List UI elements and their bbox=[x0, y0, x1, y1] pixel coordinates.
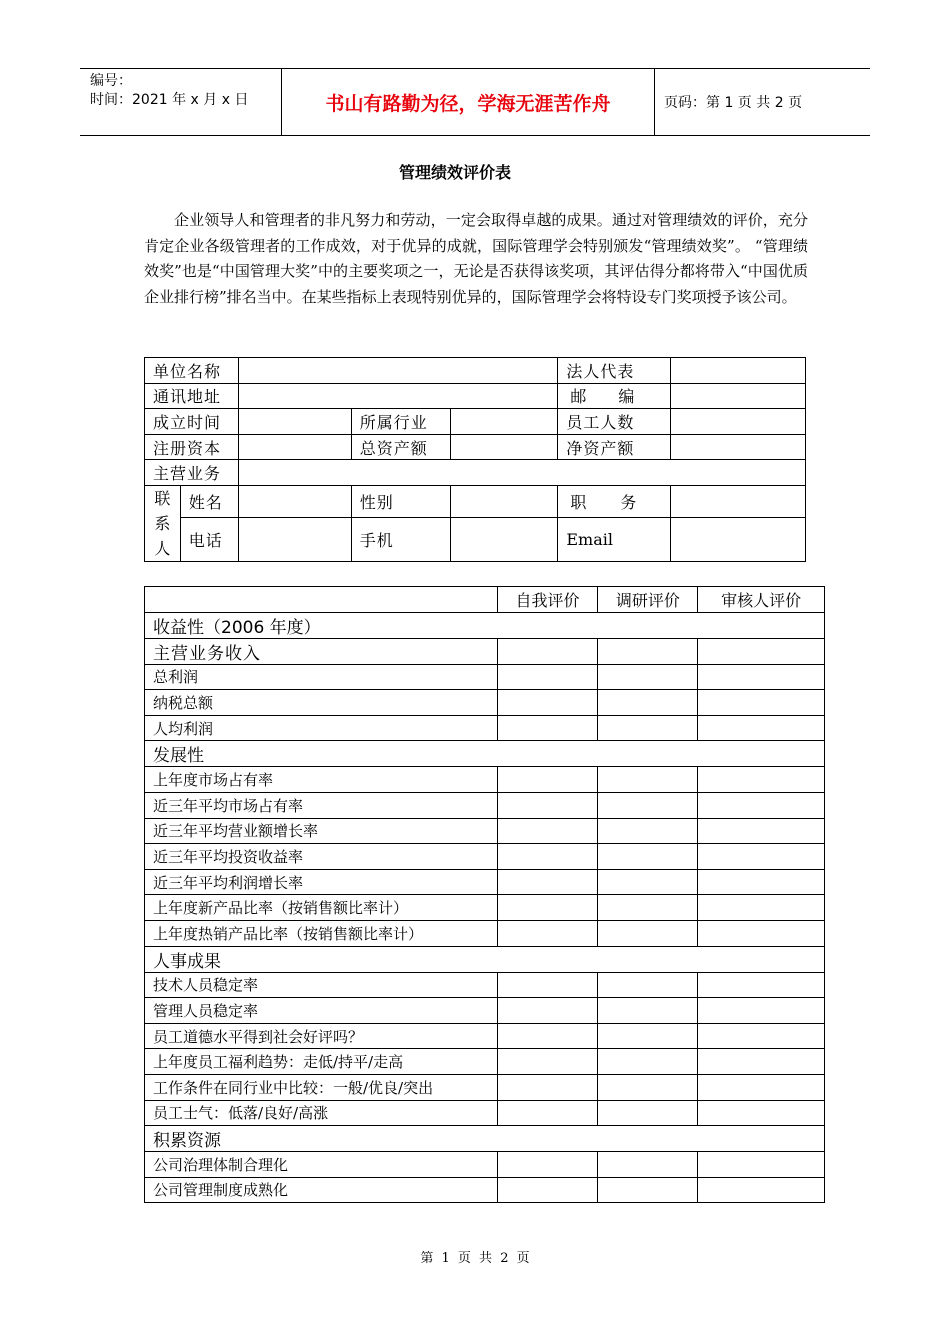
self-eval-cell[interactable] bbox=[497, 998, 598, 1024]
table-row bbox=[145, 818, 825, 844]
page-footer: 第 1 页 共 2 页 bbox=[420, 1251, 530, 1266]
reviewer-eval-cell[interactable] bbox=[698, 690, 825, 716]
position-field[interactable] bbox=[671, 485, 806, 517]
survey-eval-cell[interactable] bbox=[598, 972, 698, 998]
document-date: 时间：2021 年 x 月 x 日 bbox=[90, 92, 249, 108]
reviewer-eval-cell[interactable] bbox=[698, 767, 825, 793]
survey-eval-cell[interactable] bbox=[598, 1100, 698, 1126]
reviewer-eval-cell[interactable] bbox=[698, 1100, 825, 1126]
self-eval-cell[interactable] bbox=[497, 1152, 598, 1178]
table-row bbox=[145, 792, 825, 818]
founded-label: 成立时间 bbox=[145, 409, 239, 435]
reviewer-eval-cell[interactable] bbox=[698, 638, 825, 664]
criterion-label: 近三年平均营业额增长率 bbox=[145, 818, 498, 844]
self-eval-cell[interactable] bbox=[497, 715, 598, 741]
table-row bbox=[145, 844, 825, 870]
col-reviewer-eval: 审核人评价 bbox=[698, 587, 825, 613]
survey-eval-cell[interactable] bbox=[598, 792, 698, 818]
table-row bbox=[145, 869, 825, 895]
table-row bbox=[145, 664, 825, 690]
document-number: 编号： bbox=[90, 73, 132, 89]
reviewer-eval-cell[interactable] bbox=[698, 998, 825, 1024]
table-row bbox=[145, 1177, 825, 1203]
criterion-label: 上年度新产品比率（按销售额比率计） bbox=[145, 895, 498, 921]
criterion-label: 上年度员工福利趋势：走低/持平/走高 bbox=[145, 1049, 498, 1075]
table-row bbox=[145, 1023, 825, 1049]
criterion-label: 上年度热销产品比率（按销售额比率计） bbox=[145, 920, 498, 946]
employees-label: 员工人数 bbox=[558, 409, 671, 435]
postcode-field[interactable] bbox=[671, 383, 806, 409]
survey-eval-cell[interactable] bbox=[598, 1049, 698, 1075]
main-business-field[interactable] bbox=[238, 460, 805, 486]
document-title: 管理绩效评价表 bbox=[398, 163, 511, 182]
table-row bbox=[145, 409, 806, 435]
header-blank-cell bbox=[145, 587, 498, 613]
total-assets-field[interactable] bbox=[451, 434, 558, 460]
email-field[interactable] bbox=[671, 518, 806, 562]
reviewer-eval-cell[interactable] bbox=[698, 972, 825, 998]
criterion-label: 上年度市场占有率 bbox=[145, 767, 498, 793]
section-title: 发展性 bbox=[145, 741, 825, 767]
reviewer-eval-cell[interactable] bbox=[698, 844, 825, 870]
survey-eval-cell[interactable] bbox=[598, 1177, 698, 1203]
table-row bbox=[145, 920, 825, 946]
self-eval-cell[interactable] bbox=[497, 1049, 598, 1075]
self-eval-cell[interactable] bbox=[497, 920, 598, 946]
survey-eval-cell[interactable] bbox=[598, 998, 698, 1024]
phone-label: 电话 bbox=[180, 518, 238, 562]
reviewer-eval-cell[interactable] bbox=[698, 792, 825, 818]
section-title: 人事成果 bbox=[145, 946, 825, 972]
section-title: 收益性（2006 年度） bbox=[145, 612, 825, 638]
self-eval-cell[interactable] bbox=[497, 664, 598, 690]
postcode-label: 邮编 bbox=[558, 383, 671, 409]
reviewer-eval-cell[interactable] bbox=[698, 715, 825, 741]
reviewer-eval-cell[interactable] bbox=[698, 1074, 825, 1100]
header-page-number: 页码：第 1 页 共 2 页 bbox=[664, 95, 803, 111]
main-business-label: 主营业务 bbox=[145, 460, 239, 486]
self-eval-cell[interactable] bbox=[497, 690, 598, 716]
col-survey-eval: 调研评价 bbox=[598, 587, 698, 613]
section-row bbox=[145, 946, 825, 972]
phone-field[interactable] bbox=[238, 518, 351, 562]
industry-label: 所属行业 bbox=[351, 409, 450, 435]
col-self-eval: 自我评价 bbox=[497, 587, 598, 613]
criterion-label: 公司治理体制合理化 bbox=[145, 1152, 498, 1178]
net-assets-field[interactable] bbox=[671, 434, 806, 460]
criterion-label: 近三年平均市场占有率 bbox=[145, 792, 498, 818]
address-label: 通讯地址 bbox=[145, 383, 239, 409]
section-row bbox=[145, 612, 825, 638]
table-row bbox=[145, 358, 806, 384]
contact-label-text: 联系人 bbox=[154, 488, 172, 558]
criterion-label: 近三年平均投资收益率 bbox=[145, 844, 498, 870]
evaluation-table bbox=[144, 586, 825, 1203]
self-eval-cell[interactable] bbox=[497, 972, 598, 998]
section-row bbox=[145, 1126, 825, 1152]
reviewer-eval-cell[interactable] bbox=[698, 1177, 825, 1203]
survey-eval-cell[interactable] bbox=[598, 920, 698, 946]
table-header-row bbox=[145, 587, 825, 613]
company-info-table bbox=[144, 357, 806, 562]
employees-field[interactable] bbox=[671, 409, 806, 435]
net-assets-label: 净资产额 bbox=[558, 434, 671, 460]
header-motto: 书山有路勤为径，学海无涯苦作舟 bbox=[282, 69, 655, 135]
self-eval-cell[interactable] bbox=[497, 1023, 598, 1049]
intro-paragraph: 企业领导人和管理者的非凡努力和劳动，一定会取得卓越的成果。通过对管理绩效的评价，充分肯定企业各级管理者的工作成效，对于优异的成就，国际管理学会特别颁发“管理绩效奖”。 “管理绩效奖”也是“中国管理大奖”中的主要奖项之一，无论是否获得该奖项，其评估得分都将带入“中国优质企业排行榜”排名当中。在某些指标上表现特别优异的，国际管理学会将特设专门奖项授予该公司。 bbox=[144, 211, 808, 306]
industry-field[interactable] bbox=[451, 409, 558, 435]
survey-eval-cell[interactable] bbox=[598, 690, 698, 716]
table-row bbox=[145, 485, 806, 517]
total-assets-label: 总资产额 bbox=[351, 434, 450, 460]
criterion-label: 总利润 bbox=[145, 664, 498, 690]
reviewer-eval-cell[interactable] bbox=[698, 895, 825, 921]
gender-field[interactable] bbox=[451, 485, 558, 517]
table-row bbox=[145, 767, 825, 793]
survey-eval-cell[interactable] bbox=[598, 638, 698, 664]
survey-eval-cell[interactable] bbox=[598, 844, 698, 870]
page-header bbox=[80, 68, 870, 136]
email-label: Email bbox=[558, 518, 671, 562]
table-row bbox=[145, 1100, 825, 1126]
section-row bbox=[145, 741, 825, 767]
criterion-label: 员工道德水平得到社会好评吗？ bbox=[145, 1023, 498, 1049]
self-eval-cell[interactable] bbox=[497, 1100, 598, 1126]
reviewer-eval-cell[interactable] bbox=[698, 664, 825, 690]
table-row bbox=[145, 460, 806, 486]
table-row bbox=[145, 638, 825, 664]
self-eval-cell[interactable] bbox=[497, 638, 598, 664]
founded-field[interactable] bbox=[238, 409, 351, 435]
criterion-label: 员工士气：低落/良好/高涨 bbox=[145, 1100, 498, 1126]
survey-eval-cell[interactable] bbox=[598, 818, 698, 844]
self-eval-cell[interactable] bbox=[497, 792, 598, 818]
reviewer-eval-cell[interactable] bbox=[698, 818, 825, 844]
self-eval-cell[interactable] bbox=[497, 1177, 598, 1203]
mobile-field[interactable] bbox=[451, 518, 558, 562]
survey-eval-cell[interactable] bbox=[598, 767, 698, 793]
table-row bbox=[145, 383, 806, 409]
survey-eval-cell[interactable] bbox=[598, 715, 698, 741]
contact-label bbox=[145, 485, 181, 561]
criterion-label: 人均利润 bbox=[145, 715, 498, 741]
self-eval-cell[interactable] bbox=[497, 767, 598, 793]
position-label: 职务 bbox=[558, 485, 671, 517]
reviewer-eval-cell[interactable] bbox=[698, 1152, 825, 1178]
table-row bbox=[145, 998, 825, 1024]
gender-label: 性别 bbox=[351, 485, 450, 517]
criterion-label: 技术人员稳定率 bbox=[145, 972, 498, 998]
header-meta bbox=[80, 69, 282, 135]
table-row bbox=[145, 895, 825, 921]
survey-eval-cell[interactable] bbox=[598, 895, 698, 921]
mobile-label: 手机 bbox=[351, 518, 450, 562]
criterion-label: 工作条件在同行业中比较：一般/优良/突出 bbox=[145, 1074, 498, 1100]
reviewer-eval-cell[interactable] bbox=[698, 1023, 825, 1049]
table-row bbox=[145, 1074, 825, 1100]
self-eval-cell[interactable] bbox=[497, 1074, 598, 1100]
name-label: 姓名 bbox=[180, 485, 238, 517]
criterion-label: 近三年平均利润增长率 bbox=[145, 869, 498, 895]
survey-eval-cell[interactable] bbox=[598, 1152, 698, 1178]
unit-name-label: 单位名称 bbox=[145, 358, 239, 384]
legal-rep-label: 法人代表 bbox=[558, 358, 671, 384]
survey-eval-cell[interactable] bbox=[598, 869, 698, 895]
table-row bbox=[145, 690, 825, 716]
section-title: 积累资源 bbox=[145, 1126, 825, 1152]
criterion-label: 纳税总额 bbox=[145, 690, 498, 716]
unit-name-field[interactable] bbox=[238, 358, 558, 384]
table-row bbox=[145, 1049, 825, 1075]
table-row bbox=[145, 434, 806, 460]
self-eval-cell[interactable] bbox=[497, 844, 598, 870]
survey-eval-cell[interactable] bbox=[598, 664, 698, 690]
survey-eval-cell[interactable] bbox=[598, 1023, 698, 1049]
legal-rep-field[interactable] bbox=[671, 358, 806, 384]
criterion-label: 管理人员稳定率 bbox=[145, 998, 498, 1024]
reg-capital-label: 注册资本 bbox=[145, 434, 239, 460]
reg-capital-field[interactable] bbox=[238, 434, 351, 460]
reviewer-eval-cell[interactable] bbox=[698, 1049, 825, 1075]
criterion-label: 公司管理制度成熟化 bbox=[145, 1177, 498, 1203]
name-field[interactable] bbox=[238, 485, 351, 517]
table-row bbox=[145, 518, 806, 562]
self-eval-cell[interactable] bbox=[497, 818, 598, 844]
reviewer-eval-cell[interactable] bbox=[698, 869, 825, 895]
table-row bbox=[145, 972, 825, 998]
table-row bbox=[145, 715, 825, 741]
table-row bbox=[145, 1152, 825, 1178]
self-eval-cell[interactable] bbox=[497, 869, 598, 895]
reviewer-eval-cell[interactable] bbox=[698, 920, 825, 946]
criterion-label: 主营业务收入 bbox=[145, 638, 498, 664]
address-field[interactable] bbox=[238, 383, 558, 409]
self-eval-cell[interactable] bbox=[497, 895, 598, 921]
survey-eval-cell[interactable] bbox=[598, 1074, 698, 1100]
